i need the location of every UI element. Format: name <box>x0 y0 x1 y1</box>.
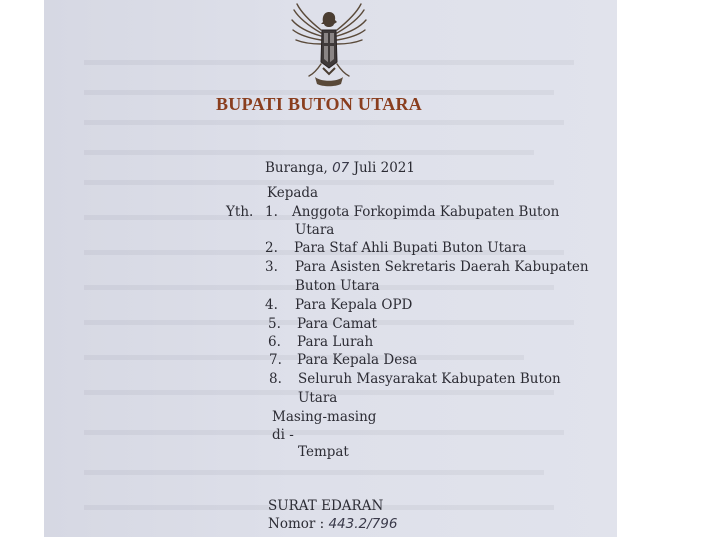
surat-edaran-heading: SURAT EDARAN <box>268 498 384 514</box>
recipient-line: Para Asisten Sekretaris Daerah Kabupaten <box>295 259 589 275</box>
recipient-line: Anggota Forkopimda Kabupaten Buton <box>292 204 560 220</box>
nomor-handwritten: 443.2/796 <box>328 516 398 532</box>
recipient-number: 2. <box>265 240 278 256</box>
date-line <box>265 160 415 176</box>
recipient-line: Para Camat <box>297 316 377 332</box>
date-day-handwritten: 07 <box>332 160 350 176</box>
tempat-label: Tempat <box>298 444 349 460</box>
yth-label: Yth. <box>226 204 254 220</box>
recipient-number: 7. <box>269 352 282 368</box>
recipient-line: Para Lurah <box>297 334 374 350</box>
recipient-number: 4. <box>265 297 278 313</box>
recipient-number: 5. <box>268 316 281 332</box>
recipient-line: Para Kepala Desa <box>297 352 418 368</box>
recipient-line: Para Staf Ahli Bupati Buton Utara <box>294 240 527 256</box>
recipient-line: Para Kepala OPD <box>295 297 413 313</box>
kepada-label: Kepada <box>267 185 319 201</box>
di-label: di - <box>272 427 294 443</box>
masing-masing-label: Masing-masing <box>272 409 377 425</box>
document-page <box>44 0 617 537</box>
letterhead-title: BUPATI BUTON UTARA <box>216 94 423 114</box>
date-place: Buranga, <box>265 160 328 176</box>
garuda-emblem-icon <box>291 2 367 92</box>
recipient-number: 1. <box>265 204 278 220</box>
recipient-line: Utara <box>298 390 338 406</box>
recipient-line: Utara <box>295 222 335 238</box>
nomor-label: Nomor : <box>268 516 325 532</box>
recipient-number: 3. <box>265 259 278 275</box>
date-month-year: Juli 2021 <box>353 160 415 176</box>
recipient-line: Buton Utara <box>295 278 380 294</box>
recipient-line: Seluruh Masyarakat Kabupaten Buton <box>298 371 561 387</box>
recipient-number: 8. <box>269 371 282 387</box>
recipient-number: 6. <box>268 334 281 350</box>
nomor-line <box>268 516 397 532</box>
